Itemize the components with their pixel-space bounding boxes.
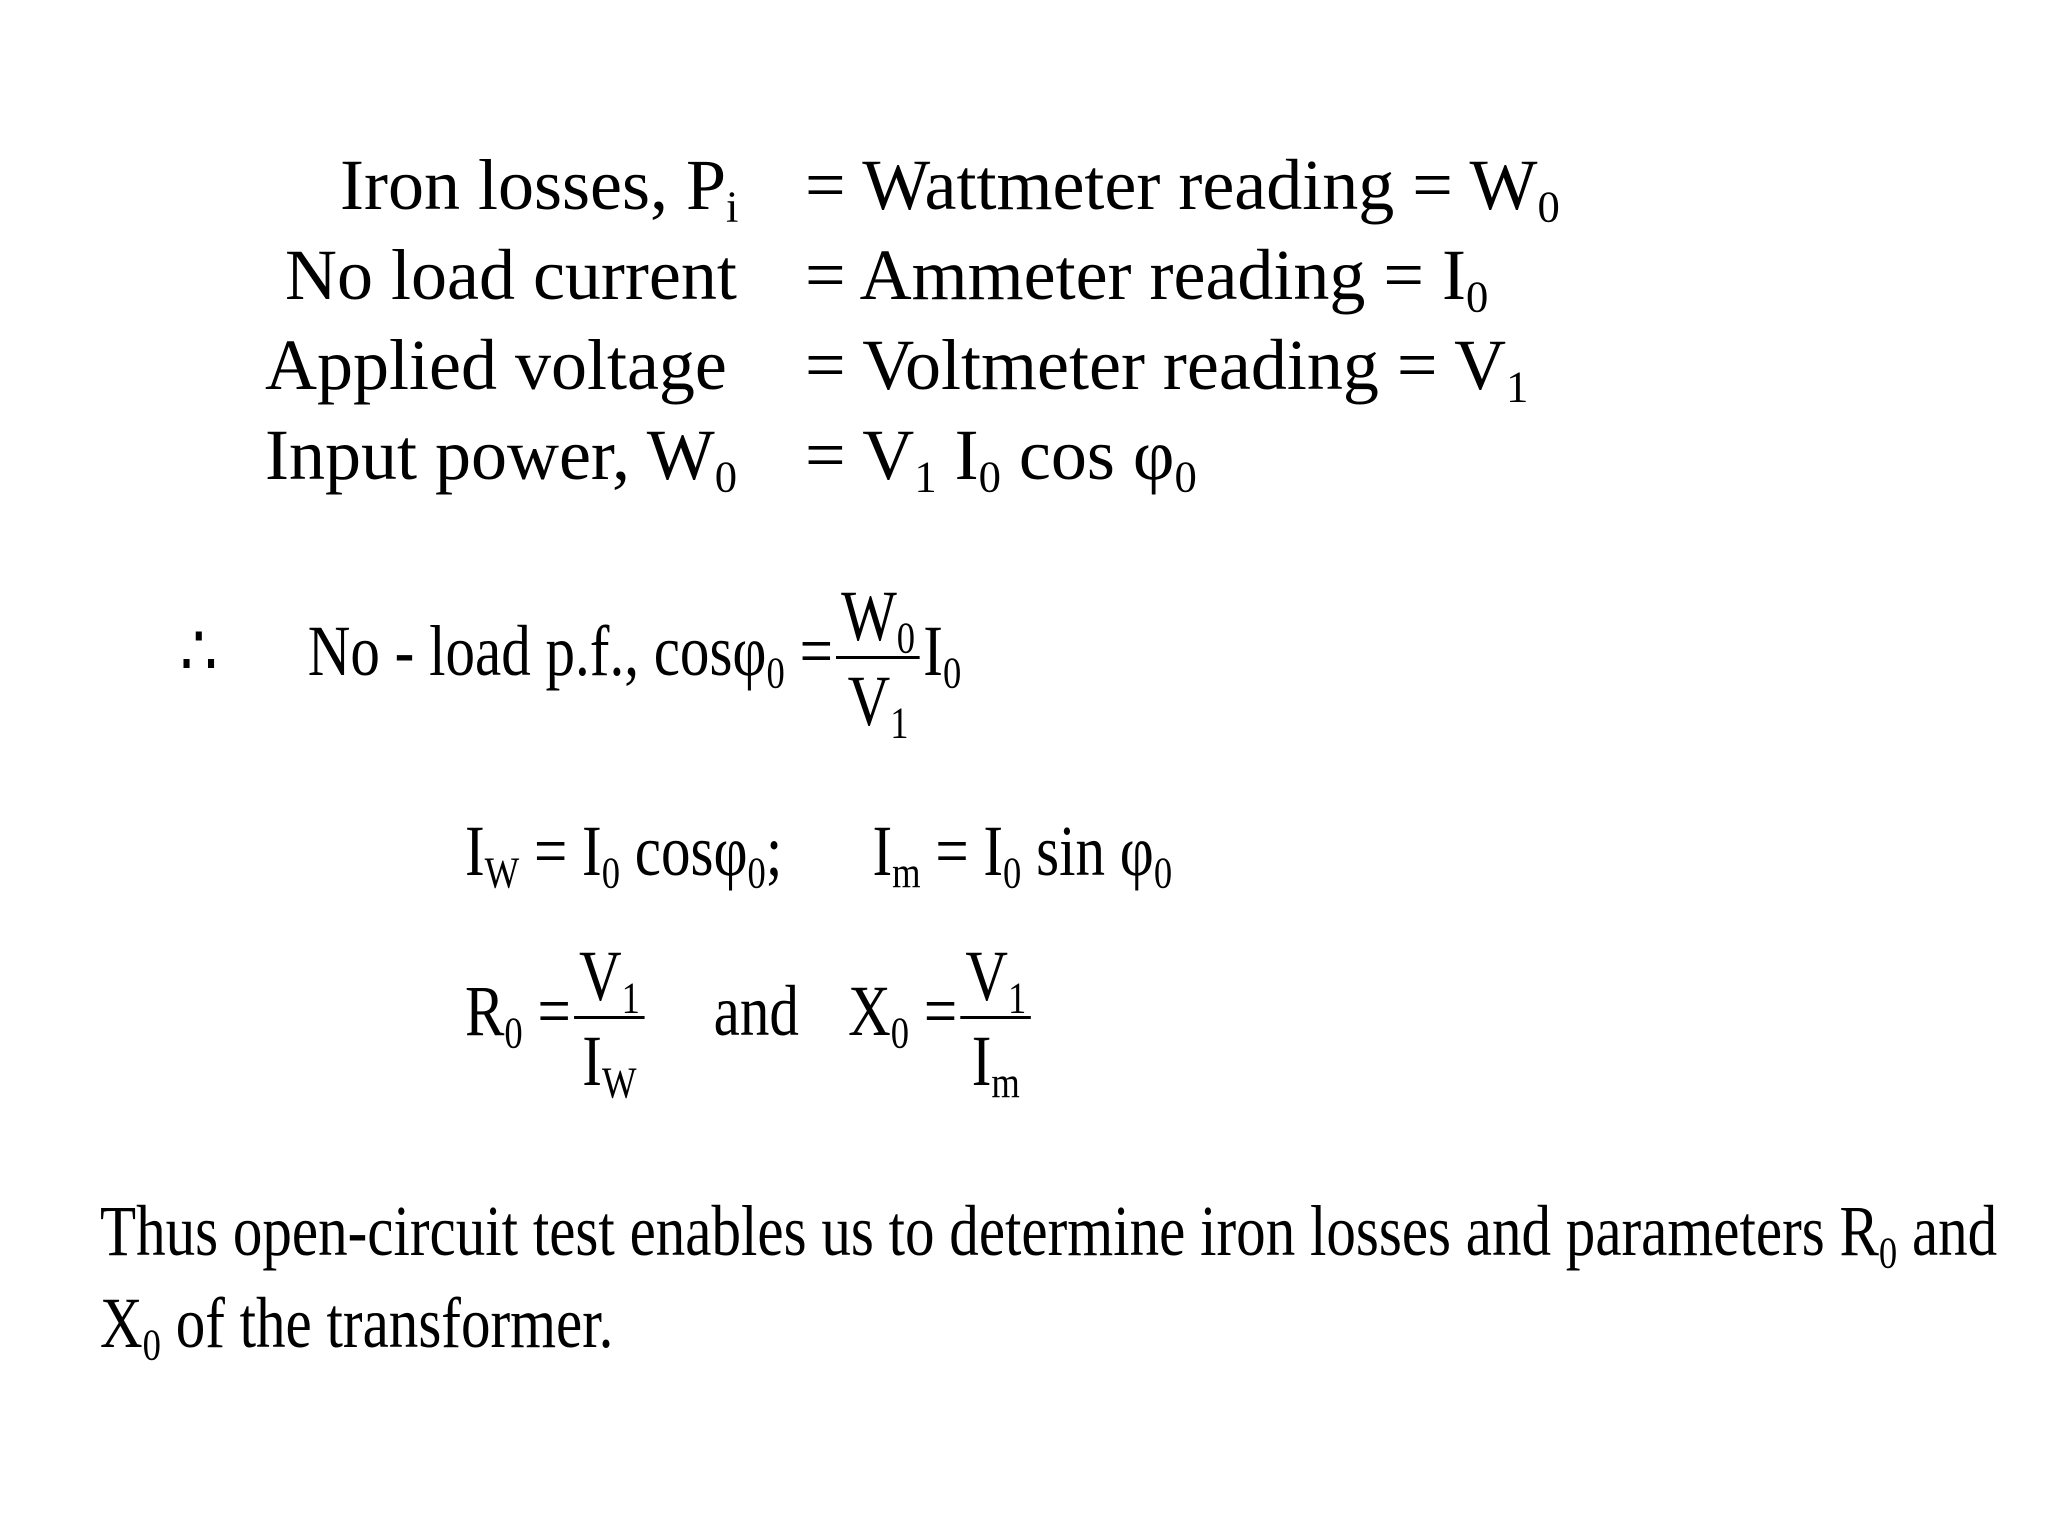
pf-fraction	[836, 576, 920, 748]
power-factor-equation: ∴ No - load p.f., cosφ$_0$ = $\frac{W_0}{V_1}$ $I_0$	[180, 576, 962, 748]
definition-label: Input power, $W_0$	[265, 415, 737, 502]
fraction-numerator: $V_1$	[960, 940, 1031, 1019]
x0-fraction	[960, 936, 1031, 1108]
x0-term: $X_0$ =	[848, 971, 958, 1058]
resistance-reactance-equation	[465, 936, 1034, 1108]
definition-value: = Voltmeter reading = $V_1$	[805, 325, 1529, 412]
fraction-denominator: $V_1$	[847, 661, 909, 748]
definition-value: = Ammeter reading = $I_0$	[805, 235, 1489, 322]
current-components-equation	[465, 811, 1173, 898]
r0-fraction	[574, 936, 645, 1108]
conclusion-paragraph: Thus open-circuit test enables us to determine iron losses and parameters $R_0$ and $X_0$ of the transformer.	[100, 1191, 1998, 1370]
working-current: $I_W = I_0$ cosφ$_0$;	[465, 811, 783, 898]
fraction-denominator: $I_m$	[971, 1021, 1020, 1108]
pf-current: $I_0$	[923, 611, 962, 698]
pf-label: No - load p.f., cosφ$_0$	[307, 611, 785, 698]
definition-value: = $V_1$ $I_0$ $\cos \varphi_0$	[805, 415, 1197, 502]
fraction-numerator: $V_1$	[574, 940, 645, 1019]
definition-label: No load current	[285, 235, 737, 315]
fraction-denominator: $I_W$	[582, 1021, 637, 1108]
r0-term: $R_0$ =	[465, 971, 571, 1058]
definition-value: = Wattmeter reading = $W_0$	[805, 145, 1560, 232]
definition-label: Iron losses, $P_i$	[340, 145, 739, 232]
and-word: and	[713, 971, 799, 1052]
magnetizing-current: $I_m = I_0$ $\sin \varphi_0$	[872, 811, 1173, 898]
fraction-numerator: $W_0$	[836, 580, 920, 659]
definition-label: Applied voltage	[265, 325, 727, 405]
therefore-symbol: ∴	[180, 611, 218, 692]
